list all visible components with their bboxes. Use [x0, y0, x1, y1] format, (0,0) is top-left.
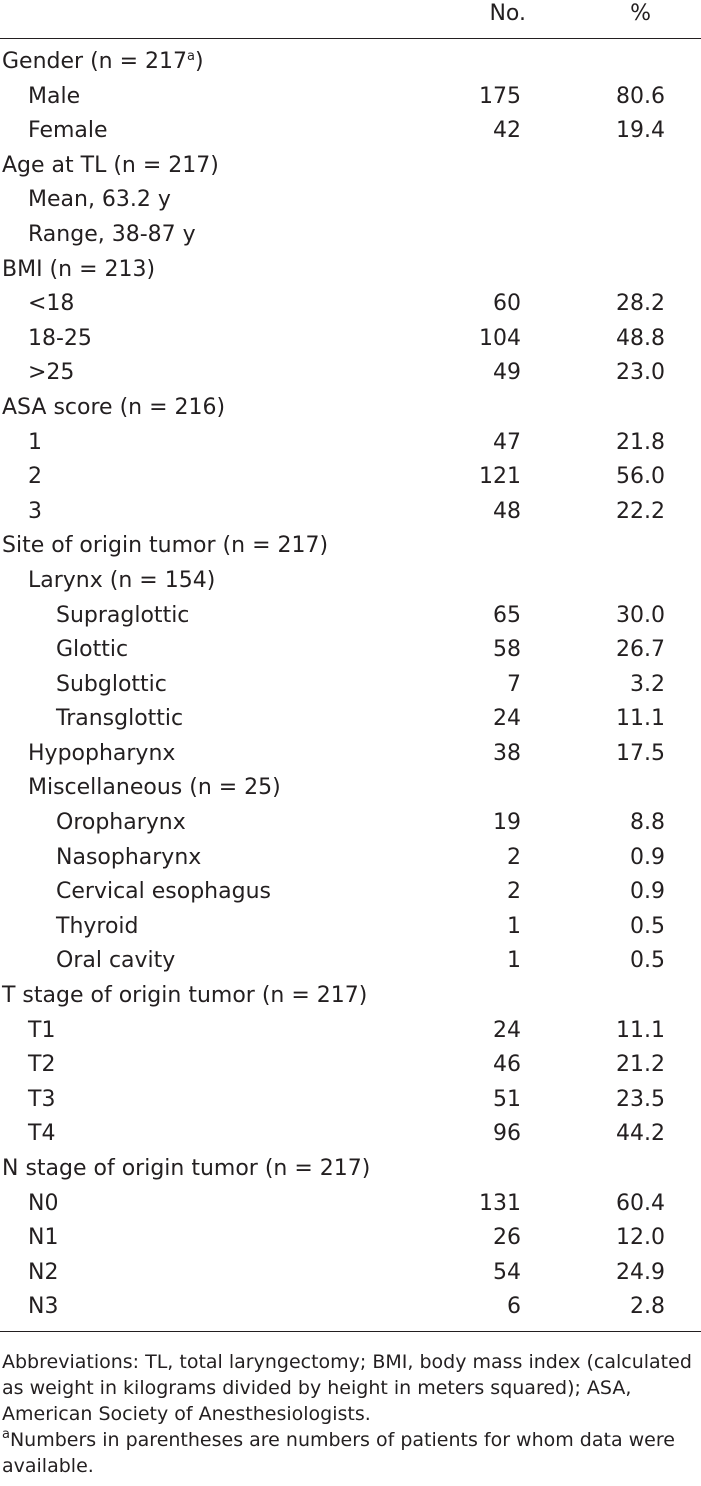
cell-percent: 44.2 [616, 1121, 665, 1147]
table-row [0, 428, 701, 463]
cell-percent: 0.9 [630, 844, 665, 870]
row-label-suffix: ) [194, 49, 204, 74]
cell-percent: 8.8 [630, 810, 665, 836]
cell-percent: 48.8 [616, 325, 665, 351]
cell-count: 58 [493, 637, 521, 663]
table-row [0, 704, 701, 739]
row-label-text: Nasopharynx [56, 844, 202, 870]
table-body [0, 47, 701, 1327]
row-label-text: N stage of origin tumor (n = 217) [2, 1156, 371, 1181]
row-label-text: N0 [28, 1190, 59, 1216]
cell-count: 19 [493, 810, 521, 836]
cell-percent: 24.9 [616, 1259, 665, 1285]
row-label-text: Oral cavity [56, 948, 176, 974]
row-label-text: N3 [28, 1294, 59, 1320]
cell-count: 7 [507, 671, 521, 697]
row-label [56, 843, 201, 873]
row-label [56, 808, 186, 838]
row-label-text: Larynx (n = 154) [28, 567, 216, 593]
table-row [0, 1258, 701, 1293]
cell-percent: 28.2 [616, 291, 665, 317]
table-row [0, 255, 701, 290]
cell-percent: 26.7 [616, 637, 665, 663]
column-header-no: No. [489, 1, 526, 26]
cell-percent: 0.5 [630, 948, 665, 974]
table-row [0, 1119, 701, 1154]
row-label-text: T stage of origin tumor (n = 217) [2, 983, 368, 1009]
row-label-text: >25 [28, 360, 75, 386]
row-label [28, 1223, 58, 1253]
table-row [0, 1154, 701, 1189]
cell-count: 51 [493, 1086, 521, 1112]
row-label [56, 635, 128, 665]
row-label-text: Female [28, 118, 108, 144]
row-label-text: Glottic [56, 637, 129, 663]
abbreviations-note: Abbreviations: TL, total laryngectomy; BMI, body mass index (calculated as weight in kilograms divided by height in meters squared); ASA, American Society of Anesthesiologists. [2, 1351, 692, 1425]
cell-percent: 2.8 [630, 1294, 665, 1320]
row-label-text: Thyroid [56, 913, 139, 939]
cell-count: 96 [493, 1121, 521, 1147]
row-label [28, 1119, 55, 1149]
row-group-label [2, 1154, 370, 1184]
cell-percent: 60.4 [616, 1190, 665, 1216]
cell-count: 1 [507, 948, 521, 974]
row-label-text: Site of origin tumor (n = 217) [2, 533, 329, 559]
row-label-text: Male [28, 83, 81, 109]
cell-count: 6 [507, 1294, 521, 1320]
row-label [28, 773, 281, 803]
row-label [28, 1189, 58, 1219]
footnote-a [2, 1427, 700, 1479]
cell-count: 38 [493, 740, 521, 766]
cell-count: 47 [493, 429, 521, 455]
cell-count: 121 [479, 464, 521, 490]
row-label [56, 670, 167, 700]
row-label-text: T3 [28, 1086, 56, 1112]
table-header [0, 0, 701, 36]
row-group-label [2, 47, 204, 77]
table-row [0, 497, 701, 532]
column-header-percent: % [630, 1, 651, 26]
table-footnotes [2, 1349, 700, 1479]
table-row [0, 462, 701, 497]
cell-percent: 12.0 [616, 1225, 665, 1251]
table-row [0, 220, 701, 255]
footnote-a-marker: a [2, 1427, 10, 1442]
table-row [0, 601, 701, 636]
row-label [28, 1292, 58, 1322]
row-label-text: <18 [28, 291, 75, 317]
row-label [56, 601, 189, 631]
row-label-text: Mean, 63.2 y [28, 187, 171, 213]
row-label [28, 462, 42, 492]
row-group-label [2, 531, 328, 561]
table-row [0, 1189, 701, 1224]
cell-percent: 21.2 [616, 1052, 665, 1078]
cell-count: 24 [493, 706, 521, 732]
cell-count: 175 [479, 83, 521, 109]
row-group-label [2, 981, 367, 1011]
row-label-text: N2 [28, 1259, 59, 1285]
cell-percent: 80.6 [616, 83, 665, 109]
cell-count: 42 [493, 118, 521, 144]
table-row [0, 289, 701, 324]
cell-count: 104 [479, 325, 521, 351]
row-label-text: Oropharynx [56, 810, 186, 836]
row-label [28, 497, 42, 527]
cell-percent: 30.0 [616, 602, 665, 628]
row-label [28, 1258, 58, 1288]
table-row [0, 843, 701, 878]
row-label [28, 1050, 55, 1080]
row-label-text: Subglottic [56, 671, 167, 697]
table-row [0, 981, 701, 1016]
row-label [56, 912, 139, 942]
row-label [28, 82, 80, 112]
row-label [28, 116, 108, 146]
row-label [56, 704, 183, 734]
table-row [0, 773, 701, 808]
row-label [28, 566, 215, 596]
cell-percent: 3.2 [630, 671, 665, 697]
row-label-text: 3 [28, 498, 42, 524]
cell-percent: 11.1 [616, 1017, 665, 1043]
row-label-text: Gender (n = 217 [2, 49, 188, 74]
top-rule [0, 38, 701, 39]
row-label [56, 946, 175, 976]
cell-count: 54 [493, 1259, 521, 1285]
row-label-text: 18-25 [28, 325, 92, 351]
row-label-text: Age at TL (n = 217) [2, 152, 219, 178]
row-label [28, 324, 92, 354]
footnote-a-text: Numbers in parentheses are numbers of patients for whom data were available. [2, 1429, 675, 1477]
cell-percent: 56.0 [616, 464, 665, 490]
table-row [0, 531, 701, 566]
row-label [28, 289, 74, 319]
row-label-text: 2 [28, 464, 42, 490]
row-group-label [2, 255, 155, 285]
cell-count: 2 [507, 879, 521, 905]
cell-count: 131 [479, 1190, 521, 1216]
table-row [0, 1050, 701, 1085]
table-row [0, 877, 701, 912]
row-label-text: N1 [28, 1225, 59, 1251]
table-row [0, 566, 701, 601]
bottom-rule [0, 1331, 701, 1332]
table-row [0, 358, 701, 393]
table-row [0, 1085, 701, 1120]
cell-count: 24 [493, 1017, 521, 1043]
table-row [0, 1223, 701, 1258]
row-label-text: T1 [28, 1017, 56, 1043]
cell-count: 1 [507, 913, 521, 939]
table-row [0, 151, 701, 186]
cell-percent: 0.9 [630, 879, 665, 905]
row-label-text: BMI (n = 213) [2, 256, 156, 282]
row-label [56, 877, 271, 907]
table-row [0, 47, 701, 82]
cell-percent: 22.2 [616, 498, 665, 524]
cell-percent: 17.5 [616, 740, 665, 766]
cell-percent: 21.8 [616, 429, 665, 455]
row-label-text: ASA score (n = 216) [2, 394, 226, 420]
row-label [28, 428, 42, 458]
row-label-text: Hypopharynx [28, 740, 176, 766]
row-label [28, 1016, 55, 1046]
cell-percent: 0.5 [630, 913, 665, 939]
row-label [28, 1085, 55, 1115]
cell-count: 48 [493, 498, 521, 524]
cell-percent: 11.1 [616, 706, 665, 732]
table-row [0, 946, 701, 981]
table-row [0, 635, 701, 670]
row-label [28, 739, 175, 769]
cell-count: 2 [507, 844, 521, 870]
cell-count: 46 [493, 1052, 521, 1078]
table-row [0, 116, 701, 151]
table-row [0, 808, 701, 843]
row-label-text: Cervical esophagus [56, 879, 271, 905]
table-row [0, 1292, 701, 1327]
table-row [0, 1016, 701, 1051]
table-row [0, 324, 701, 359]
row-label-text: Transglottic [56, 706, 184, 732]
cell-percent: 19.4 [616, 118, 665, 144]
row-group-label [2, 393, 225, 423]
table-row [0, 185, 701, 220]
row-label-text: 1 [28, 429, 42, 455]
table-row [0, 739, 701, 774]
row-label [28, 185, 171, 215]
cell-count: 65 [493, 602, 521, 628]
cell-count: 60 [493, 291, 521, 317]
table-row [0, 912, 701, 947]
row-group-label [2, 151, 219, 181]
cell-count: 49 [493, 360, 521, 386]
cell-percent: 23.0 [616, 360, 665, 386]
table-row [0, 670, 701, 705]
cell-count: 26 [493, 1225, 521, 1251]
row-label-text: T4 [28, 1121, 56, 1147]
row-label [28, 220, 196, 250]
footnote-marker: a [187, 49, 195, 64]
row-label-text: Range, 38-87 y [28, 221, 196, 247]
row-label-text: Miscellaneous (n = 25) [28, 775, 281, 801]
row-label-text: T2 [28, 1052, 56, 1078]
row-label-text: Supraglottic [56, 602, 190, 628]
cell-percent: 23.5 [616, 1086, 665, 1112]
table-row [0, 393, 701, 428]
table-row [0, 82, 701, 117]
row-label [28, 358, 74, 388]
